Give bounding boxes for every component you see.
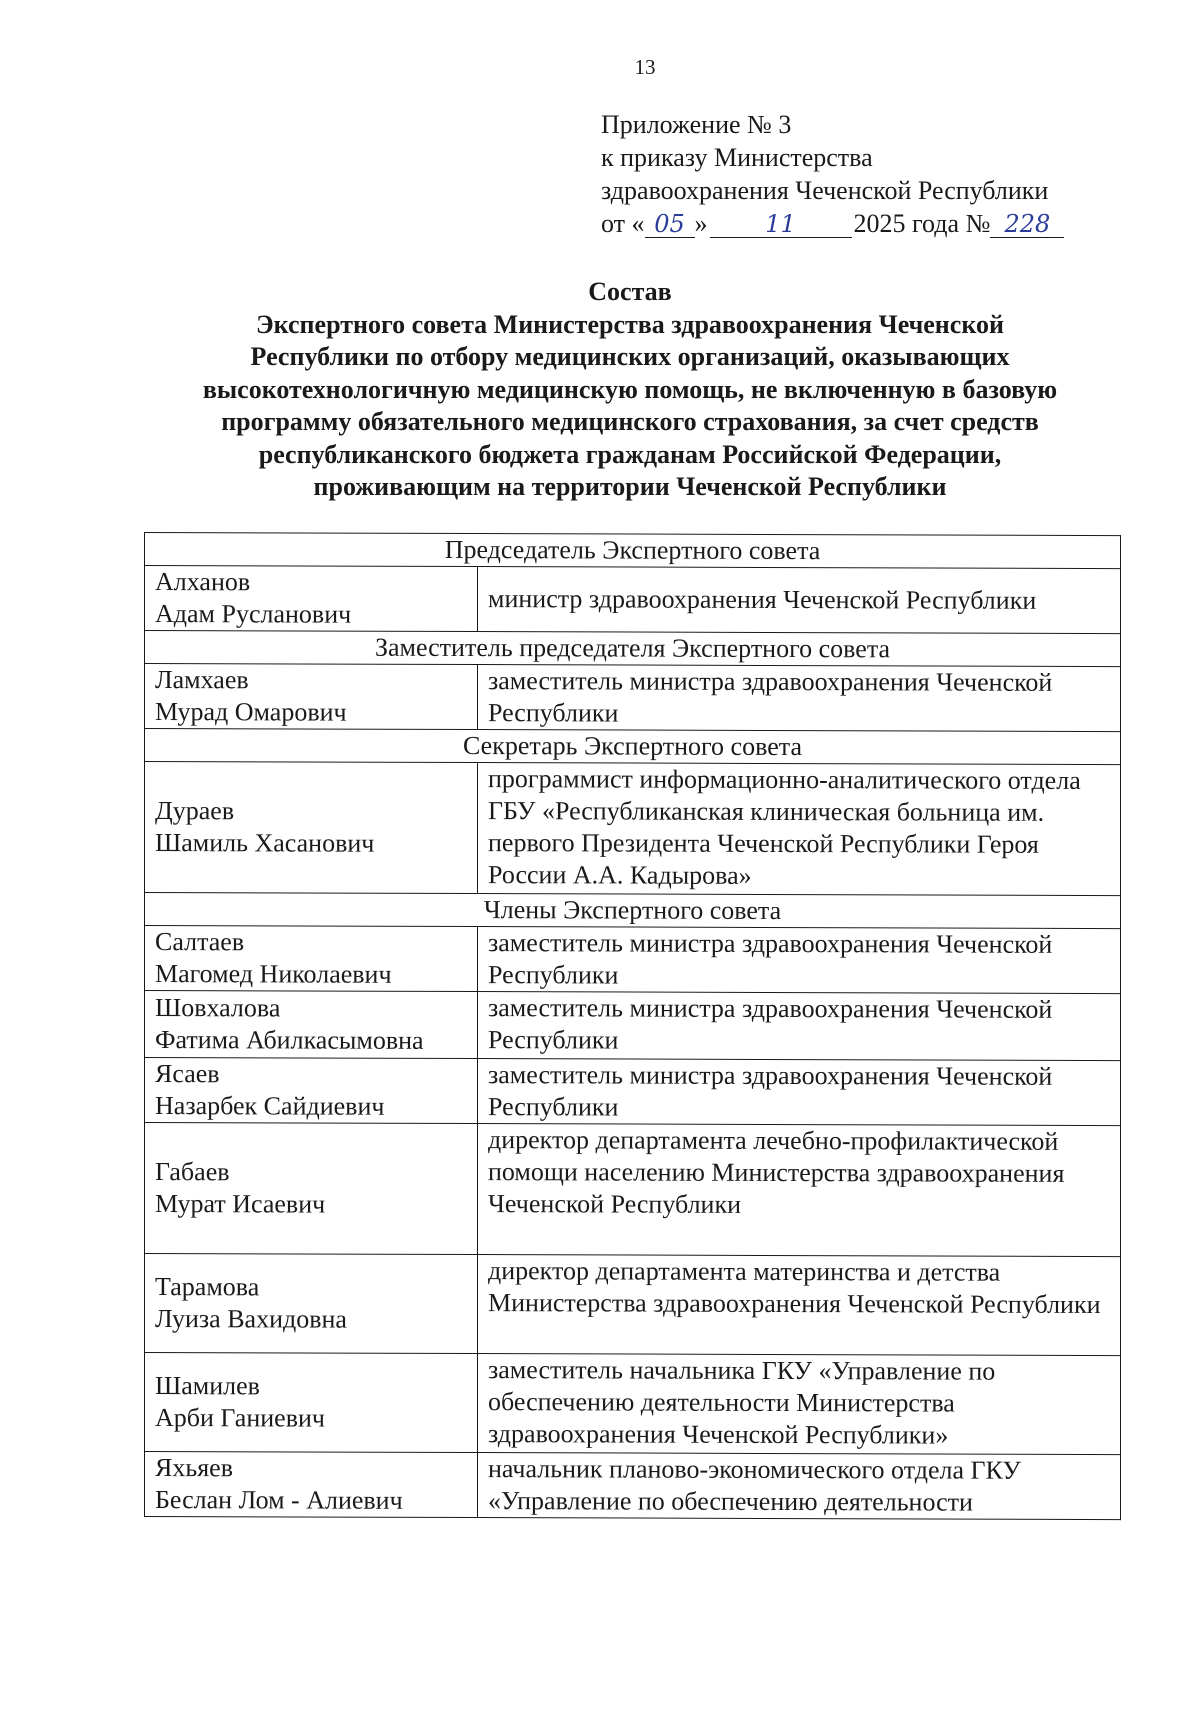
date-prefix: от «: [601, 209, 645, 238]
member-surname: Ламхаев: [155, 665, 249, 695]
section-heading-members: Члены Экспертного совета: [145, 893, 1121, 929]
section-heading-secretary: Секретарь Экспертного совета: [145, 729, 1121, 765]
handwritten-day: 05: [645, 211, 695, 238]
member-surname: Шамилев: [155, 1371, 260, 1401]
table-row: [145, 762, 1121, 896]
member-name-cell: [145, 1058, 478, 1124]
section-row: [145, 631, 1121, 667]
handwritten-month: 11: [710, 211, 852, 238]
section-row: [145, 729, 1121, 765]
member-name-cell: [145, 566, 478, 632]
member-given-names: Фатима Абилкасымовна: [155, 1025, 424, 1055]
member-role: заместитель министра здравоохранения Чеченской Республики: [478, 665, 1121, 732]
member-surname: Шовхалова: [155, 993, 281, 1023]
member-surname: Тарамова: [155, 1272, 260, 1302]
member-role: заместитель министра здравоохранения Чеченской Республики: [478, 1059, 1121, 1126]
member-given-names: Мурад Омарович: [155, 697, 347, 727]
member-given-names: Магомед Николаевич: [155, 959, 392, 989]
title-line: Экспертного совета Министерства здравоохранения Чеченской: [256, 309, 1004, 339]
member-role: [478, 1453, 1121, 1520]
member-role-text: начальник планово-экономического отдела ГКУ «Управление по обеспечению деятельности: [488, 1454, 1021, 1517]
member-name-cell: [145, 664, 478, 730]
council-composition-table: [144, 532, 1121, 1520]
page-number: 13: [634, 55, 656, 79]
member-given-names: Арби Ганиевич: [155, 1403, 325, 1433]
table-row: [145, 664, 1121, 732]
appendix-ministry: здравоохранения Чеченской Республики: [601, 176, 1049, 205]
table-row: [145, 1123, 1121, 1257]
table-row: [145, 566, 1121, 634]
member-name-cell: [145, 991, 478, 1059]
document-title: [130, 276, 1130, 504]
member-name-cell: [145, 1123, 478, 1255]
title-line: проживающим на территории Чеченской Республики: [313, 472, 947, 501]
member-name-cell: [145, 926, 478, 992]
member-surname: Яхьяев: [155, 1453, 233, 1483]
member-name-cell: [145, 1452, 478, 1518]
appendix-order-ref: к приказу Министерства: [601, 143, 873, 172]
member-role: заместитель начальника ГКУ «Управление по обеспечению деятельности Министерства здравоохранения Чеченской Республики»: [478, 1354, 1121, 1455]
member-role: заместитель министра здравоохранения Чеченской Республики: [478, 992, 1121, 1061]
date-quote-close: »: [694, 209, 708, 238]
appendix-header: [601, 108, 1121, 240]
table-row: [145, 1254, 1121, 1356]
member-given-names: Адам Русланович: [155, 599, 352, 629]
member-name-cell: [145, 762, 478, 894]
member-surname: Алханов: [155, 567, 251, 597]
member-role: заместитель министра здравоохранения Чеченской Республики: [478, 927, 1121, 994]
member-given-names: Назарбек Сайдиевич: [155, 1091, 385, 1121]
section-row: [145, 893, 1121, 929]
title-heading: Состав: [588, 277, 672, 306]
title-line: Республики по отбору медицинских организаций, оказывающих: [250, 342, 1010, 371]
member-given-names: Беслан Лом - Алиевич: [155, 1485, 403, 1515]
member-role: директор департамента материнства и детства Министерства здравоохранения Чеченской Республики: [478, 1255, 1121, 1356]
member-surname: Габаев: [155, 1157, 230, 1187]
member-given-names: Луиза Вахидовна: [155, 1304, 347, 1334]
table-row: [145, 1058, 1121, 1126]
member-given-names: Шамиль Хасанович: [155, 828, 375, 858]
section-heading-deputy: Заместитель председателя Экспертного совета: [145, 631, 1121, 667]
table-row: [145, 1452, 1121, 1520]
member-name-cell: [145, 1353, 478, 1453]
member-role: министр здравоохранения Чеченской Республики: [478, 567, 1121, 634]
table-row: [145, 1353, 1121, 1455]
handwritten-order-number: 228: [990, 211, 1064, 238]
appendix-number: Приложение № 3: [601, 110, 792, 139]
member-surname: Дураев: [155, 796, 235, 826]
year-text: 2025 года №: [853, 209, 991, 238]
table-row: [145, 926, 1121, 994]
member-surname: Салтаев: [155, 927, 245, 957]
appendix-date-line: [601, 207, 1121, 240]
title-line: республиканского бюджета гражданам Российской Федерации,: [258, 439, 1002, 469]
member-given-names: Мурат Исаевич: [155, 1189, 326, 1219]
member-role: программист информационно-аналитического отдела ГБУ «Республиканская клиническая больница им. первого Президента Чеченской Республики Героя России А.А. Кадырова»: [478, 763, 1121, 896]
member-name-cell: [145, 1254, 478, 1354]
member-surname: Ясаев: [155, 1059, 220, 1089]
member-role: директор департамента лечебно-профилактической помощи населению Министерства здравоохранения Чеченской Республики: [478, 1124, 1121, 1257]
title-line: программу обязательного медицинского страхования, за счет средств: [221, 407, 1039, 436]
section-row: [145, 533, 1121, 569]
section-heading-chairman: Председатель Экспертного совета: [145, 533, 1121, 569]
table-row: [145, 991, 1121, 1061]
title-line: высокотехнологичную медицинскую помощь, не включенную в базовую: [202, 374, 1058, 404]
